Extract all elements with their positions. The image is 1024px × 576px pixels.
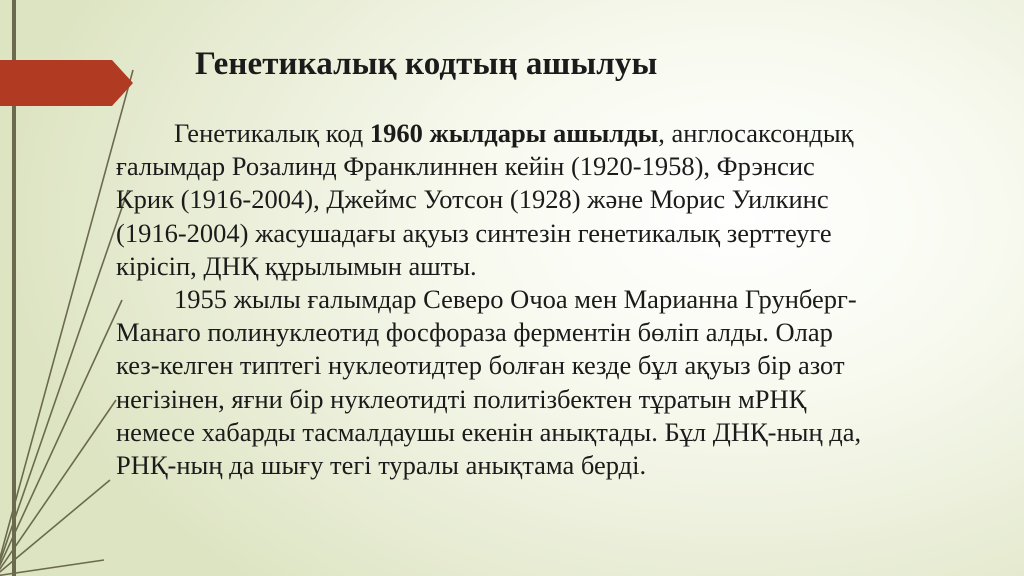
paragraph2-line6: РНҚ-ның да шығу тегі туралы анықтама берді.	[116, 450, 647, 481]
paragraph1-end: , англосаксондық	[658, 118, 854, 148]
paragraph2-line4: негізінен, яғни бір нуклеотидті политізбектен тұратын мРНҚ	[116, 383, 807, 414]
paragraph1-line2: ғалымдар Розалинд Франклиннен кейін (1920-1958), Фрэнсис	[116, 151, 815, 182]
paragraph1-bold-phrase: 1960 жылдары ашылды	[369, 118, 659, 148]
paragraph2-line3: кез-келген типтегі нуклеотидтер болған кезде бұл ақуыз бір азот	[116, 350, 845, 381]
paragraph1-line4: (1916-2004) жасушадағы ақуыз синтезін генетикалық зерттеуге	[116, 217, 832, 248]
body-text	[116, 117, 976, 482]
paragraph1-start: Генетикалық код	[174, 118, 370, 148]
fan-lines	[0, 70, 133, 576]
paragraph2-line1: 1955 жылы ғалымдар Северо Очоа мен Марианна Грунберг-	[174, 284, 857, 315]
paragraph1-line5: кірісіп, ДНҚ құрылымын ашты.	[116, 250, 477, 281]
paragraph1-line1	[116, 117, 976, 150]
slide-title: Генетикалық кодтың ашылуы	[195, 46, 658, 82]
paragraph1-line3: Крик (1916-2004), Джеймс Уотсон (1928) және Морис Уилкинс	[116, 184, 829, 215]
paragraph2-line2: Манаго полинуклеотид фосфораза ферментін бөліп алды. Олар	[116, 317, 833, 348]
title-arrow-shape	[0, 60, 133, 106]
paragraph2-line5: немесе хабарды тасмалдаушы екенін анықтады. Бұл ДНҚ-ның да,	[116, 416, 862, 447]
